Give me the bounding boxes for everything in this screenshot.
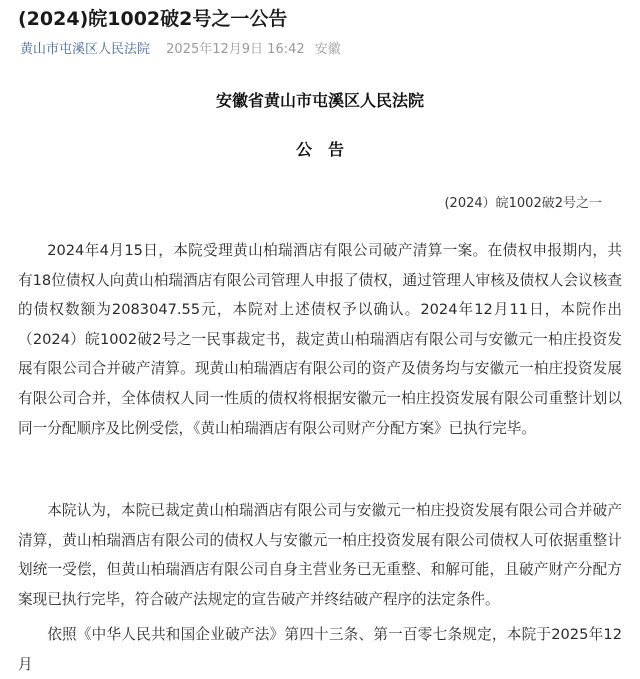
source-link[interactable]: 黄山市屯溪区人民法院 <box>20 42 151 57</box>
publish-datetime: 2025年12月9日 16:42 <box>166 42 305 57</box>
body-paragraph: 2024年4月15日，本院受理黄山柏瑞酒店有限公司破产清算一案。在债权申报期内，共有18位债权人向黄山柏瑞酒店有限公司管理人申报了债权，通过管理人审核及债权人会议核查的债权数额为2083047.55元，本院对上述债权予以确认。2024年12月11日，本院作出（2024）皖1002破2号之一民事裁定书，裁定黄山柏瑞酒店有限公司与安徽元一柏庄投资发展有限公司合并破产清算。现黄山柏瑞酒店有限公司的资产及债务均与安徽元一柏庄投资发展有限公司合并，全体债权人同一性质的债权将根据安徽元一柏庄投资发展有限公司重整计划以同一分配顺序及比例受偿，《黄山柏瑞酒店有限公司财产分配方案》已执行完毕。 <box>18 242 622 437</box>
publish-location: 安徽 <box>314 42 341 57</box>
body-paragraph: 本院认为，本院已裁定黄山柏瑞酒店有限公司与安徽元一柏庄投资发展有限公司合并破产清算，黄山柏瑞酒店有限公司的债权人与安徽元一柏庄投资发展有限公司债权人可依据重整计划统一受偿，但黄山柏瑞酒店有限公司自身主营业务已无重整、和解可能，且破产财产分配方案现已执行完毕，符合破产法规定的宣告破产并终结破产程序的法定条件。 <box>18 502 622 608</box>
court-name: 安徽省黄山市屯溪区人民法院 <box>215 91 424 110</box>
article-title: (2024)皖1002破2号之一公告 <box>18 8 288 30</box>
article-meta <box>20 38 341 57</box>
case-number: (2024）皖1002破2号之一 <box>444 196 602 211</box>
notice-heading: 公 告 <box>295 140 344 159</box>
body-paragraph: 依照《中华人民共和国企业破产法》第四十三条、第一百零七条规定，本院于2025年12月 <box>18 626 622 673</box>
